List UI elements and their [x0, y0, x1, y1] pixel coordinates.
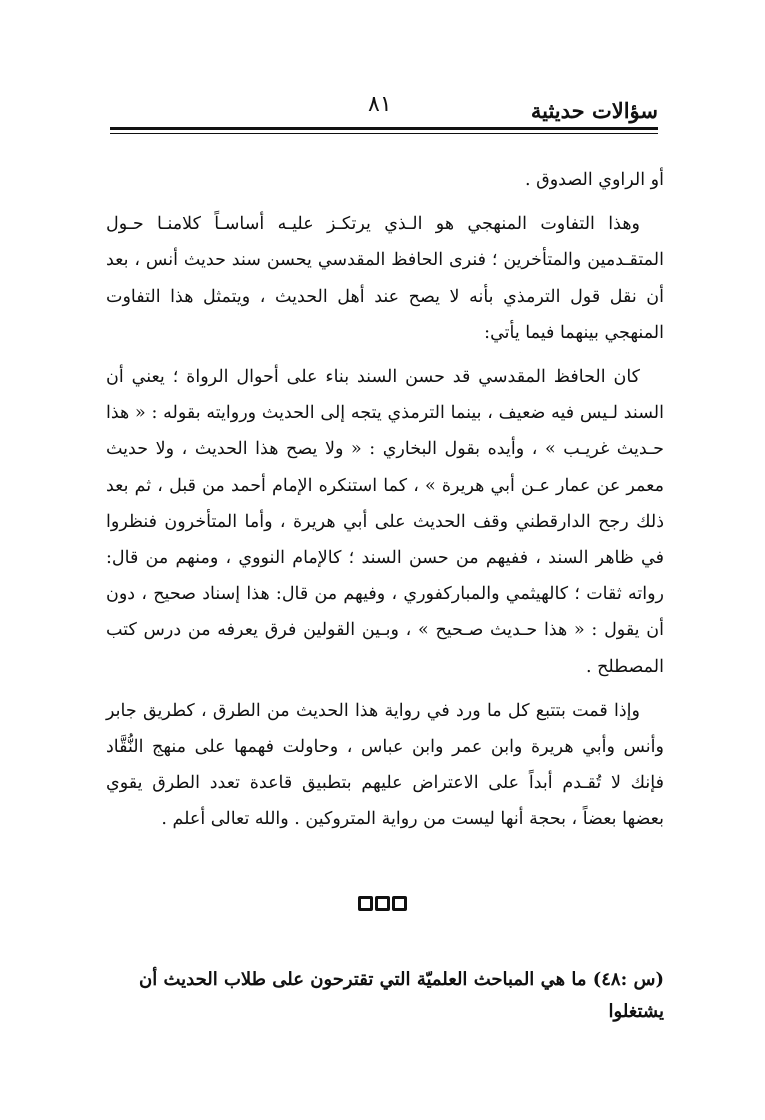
book-title: سؤالات حديثية	[530, 98, 658, 123]
running-header	[110, 92, 658, 126]
section-separator	[0, 896, 765, 915]
paragraph: كان الحافظ المقدسي قد حسن السند بناء على أحوال الرواة ؛ يعني أن السند لـيس فيه ضعيف ، بينما الترمذي يتجه إلى الحديث وروايته بقوله : « هذا حـديث غريـب » ، وأيده بقول البخاري : « ولا يصح هذا الحديث ، ولا حديث معمر عن عمار عـن أبي هريرة » ، كما استنكره الإمام أحمد من قبل ، ثم بعد ذلك رجح الدارقطني وقف الحديث على أبي هريرة ، وأما المتأخرون فنظروا في ظاهر السند ، ففيهم من حسن السند ؛ كالإمام النووي ، ومنهم من قال: رواته ثقات ؛ كالهيثمي والمباركفوري ، وفيهم من قال: هذا إسناد صحيح ، دون أن يقول : « هذا حـديث صـحيح » ، وبـين القولين فرق يعرفه من درس كتب المصطلح .	[106, 367, 664, 677]
page-number: ٨١	[368, 92, 392, 117]
paragraph: وهذا التفاوت المنهجي هو الـذي يرتكـز عليـه أساسـاً كلامنـا حـول المتقـدمين والمتأخرين ؛ فنرى الحافظ المقدسي يحسن سند حديث أنس ، بعد أن نقل قول الترمذي بأنه لا يصح عند أهل الحديث ، ويتمثل هذا التفاوت المنهجي بينهما فيما يأتي:	[106, 214, 664, 343]
square-ornament-icon	[375, 896, 390, 911]
paragraph: أو الراوي الصدوق .	[524, 170, 664, 190]
header-rule-thick	[110, 127, 658, 130]
square-ornament-icon	[358, 896, 373, 911]
question-heading: (س :٤٨) ما هي المباحث العلميّة التي تقترحون على طلاب الحديث أن يشتغلوا	[139, 969, 664, 1022]
paragraph: وإذا قمت بتتبع كل ما ورد في رواية هذا الحديث من الطرق ، كطريق جابر وأنس وأبي هريرة وابن عمر وابن عباس ، وحاولت فهمها على منهج النُّقَّاد فإنك لا تُقـدم أبداً على الاعتراض عليهم بتطبيق قاعدة تعدد الطرق يقوي بعضها بعضاً ، بحجة أنها ليست من رواية المتروكين . والله تعالى أعلم .	[106, 700, 664, 830]
header-rule-thin	[110, 133, 658, 134]
body-text	[106, 162, 664, 838]
square-ornament-icon	[392, 896, 407, 911]
